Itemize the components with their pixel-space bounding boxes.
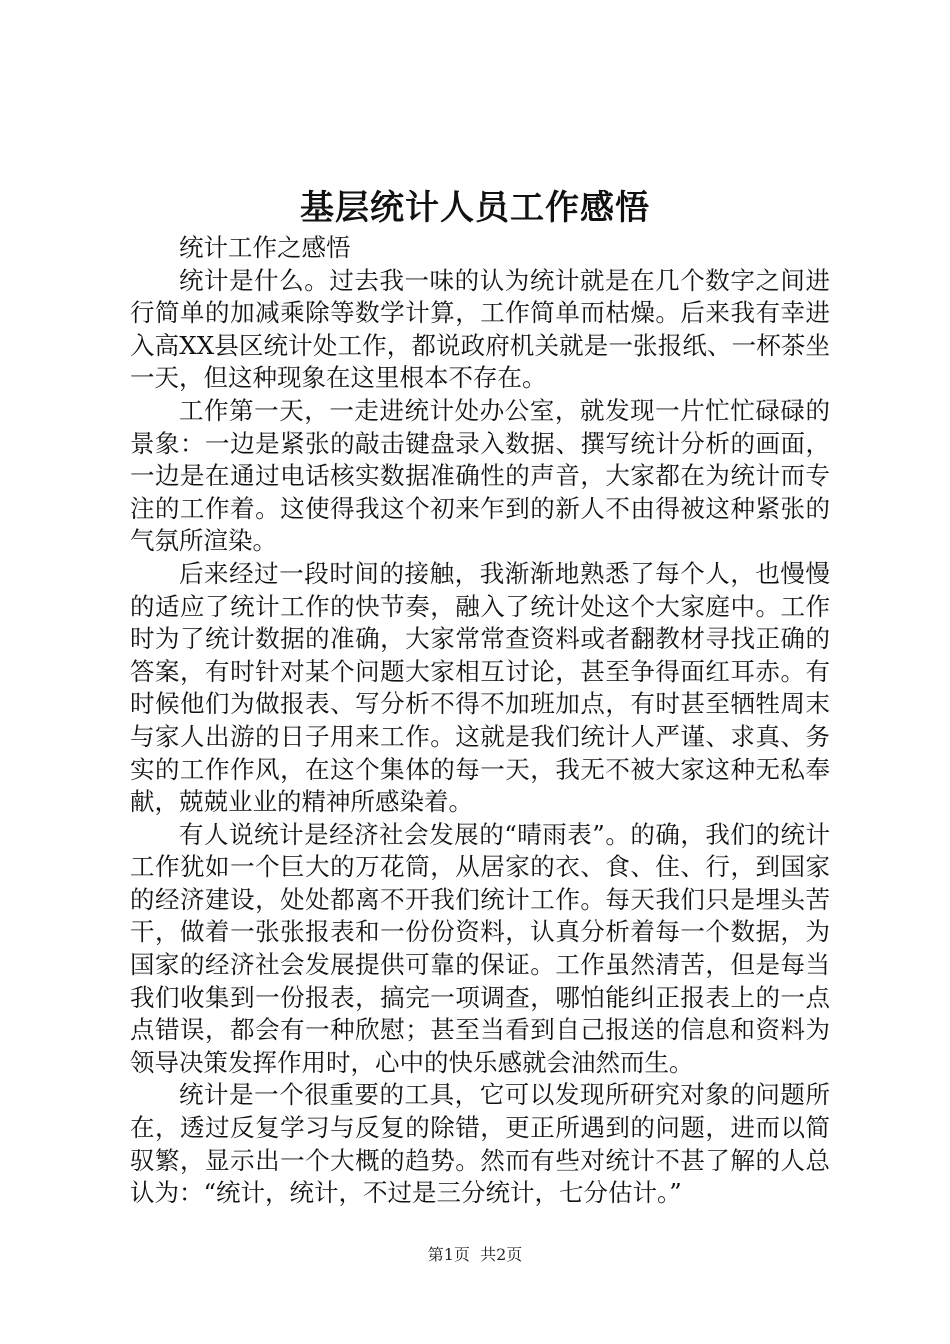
page-footer <box>0 1244 950 1266</box>
footer-spacer <box>470 1245 480 1264</box>
paragraph-4: 有人说统计是经济社会发展的“晴雨表”。的确，我们的统计工作犹如一个巨大的万花筒，从居家的衣、食、住、行，到国家的经济建设，处处都离不开我们统计工作。每天我们只是埋头苦干，做着一张张报表和一份份资料，认真分析着每一个数据，为国家的经济社会发展提供可靠的保证。工作虽然清苦，但是每当我们收集到一份报表，搞完一项调查，哪怕能纠正报表上的一点点错误，都会有一种欣慰；甚至当看到自己报送的信息和资料为领导决策发挥作用时，心中的快乐感就会油然而生。 <box>130 819 830 1077</box>
paragraph-subtitle: 统计工作之感悟 <box>179 233 351 262</box>
paragraph-2: 工作第一天，一走进统计处办公室，就发现一片忙忙碌碌的景象：一边是紧张的敲击键盘录入数据、撰写统计分析的画面，一边是在通过电话核实数据准确性的声音，大家都在为统计而专注的工作着。这使得我这个初来乍到的新人不由得被这种紧张的气氛所渲染。 <box>130 395 830 556</box>
total-pages-label: 共2页 <box>480 1245 523 1264</box>
document-title: 基层统计人员工作感悟 <box>300 188 650 228</box>
paragraph-5: 统计是一个很重要的工具，它可以发现所研究对象的问题所在，透过反复学习与反复的除错，更正所遇到的问题，进而以简驭繁，显示出一个大概的趋势。然而有些对统计不甚了解的人总认为：“统计，统计，不过是三分统计，七分估计。” <box>130 1080 830 1208</box>
paragraph-3: 后来经过一段时间的接触，我渐渐地熟悉了每个人，也慢慢的适应了统计工作的快节奏，融入了统计处这个大家庭中。工作时为了统计数据的准确，大家常常查资料或者翻教材寻找正确的答案，有时针对某个问题大家相互讨论，甚至争得面红耳赤。有时候他们为做报表、写分析不得不加班加点，有时甚至牺牲周末与家人出游的日子用来工作。这就是我们统计人严谨、求真、务实的工作作风，在这个集体的每一天，我无不被大家这种无私奉献，兢兢业业的精神所感染着。 <box>130 558 830 817</box>
page-number-label: 第1页 <box>427 1245 470 1264</box>
paragraph-1: 统计是什么。过去我一味的认为统计就是在几个数字之间进行简单的加减乘除等数学计算，工作简单而枯燥。后来我有幸进入高XX县区统计处工作，都说政府机关就是一张报纸、一杯茶坐一天，但这种现象在这里根本不存在。 <box>130 265 830 393</box>
document-body <box>130 232 830 1210</box>
